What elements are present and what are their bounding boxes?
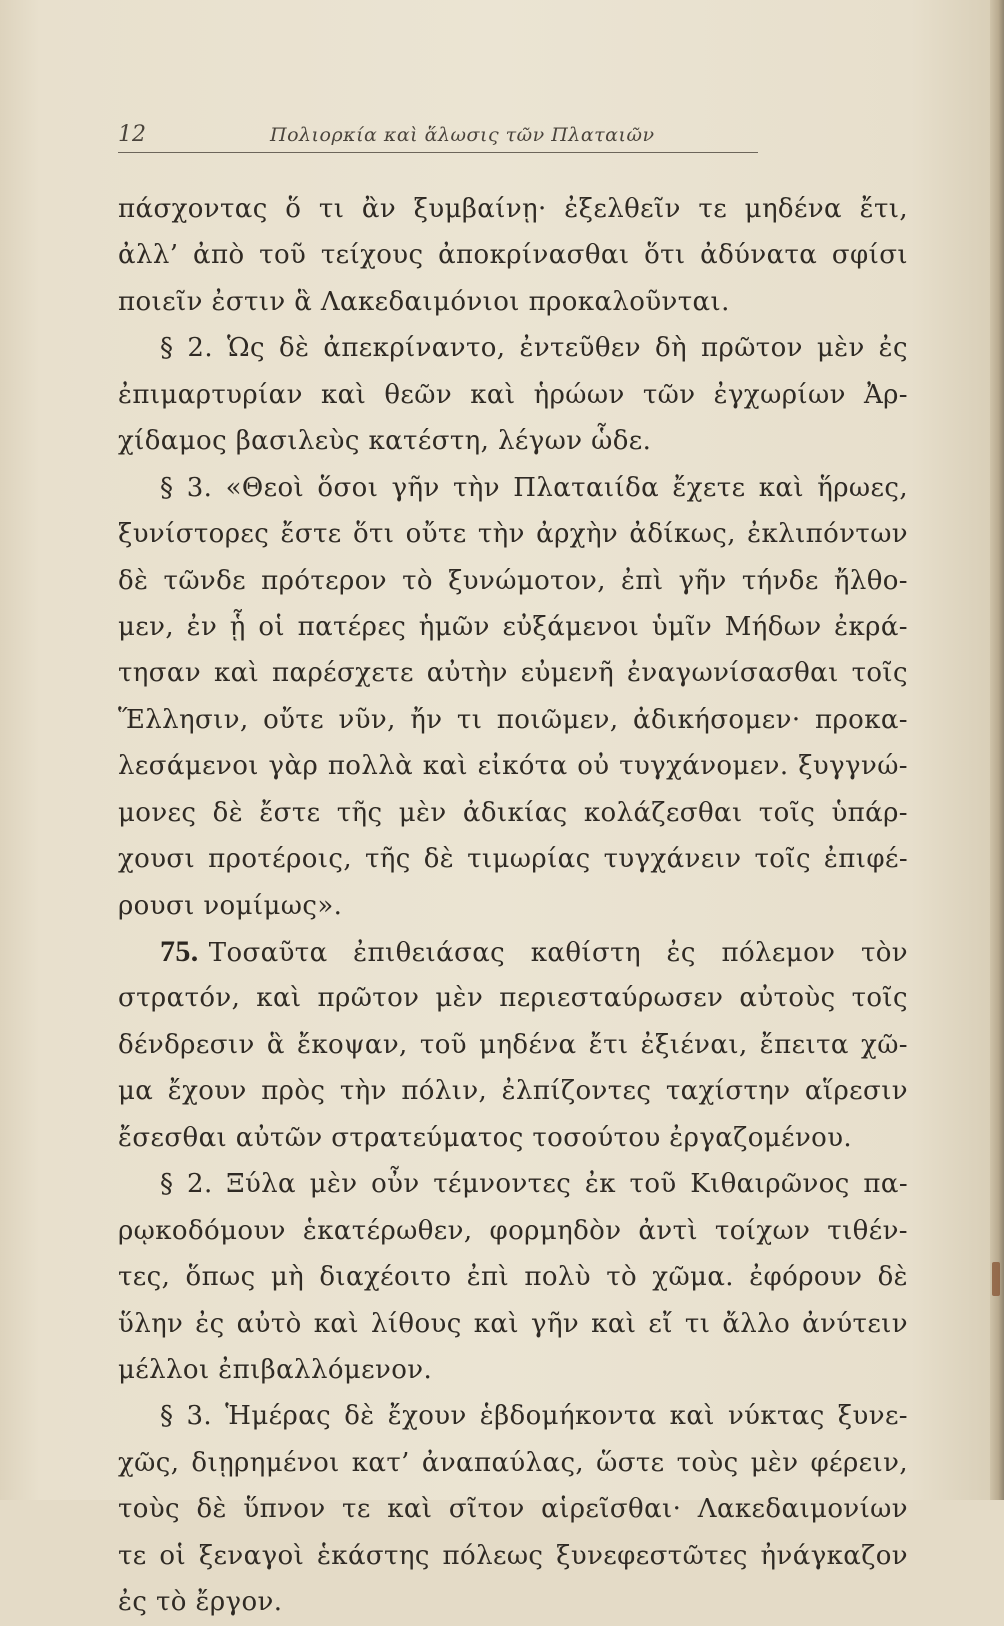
text-line: χῶς, διῃρημένοι κατ’ ἀναπαύλας, ὥστε τοὺς μὲν φέρειν, (118, 1447, 908, 1478)
page-number: 12 (118, 122, 146, 147)
text-line: τησαν καὶ παρέσχετε αὐτὴν εὐμενῆ ἐναγωνίσασθαι τοῖς (118, 658, 908, 689)
text-line: χίδαμος βασιλεὺς κατέστη, λέγων ὧδε. (118, 426, 652, 457)
body-text (118, 186, 908, 1626)
text-line: μεν, ἐν ᾗ οἱ πατέρες ἡμῶν εὐξάμενοι ὑμῖν Μήδων ἐκρά- (118, 611, 908, 642)
text-line: δένδρεσιν ἃ ἔκοψαν, τοῦ μηδένα ἔτι ἐξιέναι, ἔπειτα χῶ- (118, 1029, 908, 1060)
text-line: ποιεῖν ἐστιν ἃ Λακεδαιμόνιοι προκαλοῦνται. (118, 286, 730, 317)
header-rule (118, 152, 758, 153)
text-line: τε οἱ ξεναγοὶ ἑκάστης πόλεως ξυνεφεστῶτες ἠνάγκαζον (118, 1540, 908, 1571)
text-line: § 3. «Θεοὶ ὅσοι γῆν τὴν Πλαταιίδα ἔχετε καὶ ἥρωες, (160, 472, 908, 503)
text-line: ρῳκοδόμουν ἑκατέρωθεν, φορμηδὸν ἀντὶ τοίχων τιθέν- (118, 1215, 908, 1246)
text-line: ξυνίστορες ἔστε ὅτι οὔτε τὴν ἀρχὴν ἀδίκως, ἐκλιπόντων (118, 519, 908, 550)
text-line: ἀλλ’ ἀπὸ τοῦ τείχους ἀποκρίνασθαι ὅτι ἀδύνατα σφίσι (118, 240, 908, 271)
text-line: § 3. Ἡμέρας δὲ ἔχουν ἑβδομήκοντα καὶ νύκτας ξυνε- (160, 1401, 908, 1432)
text-line: ἐς τὸ ἔργον. (118, 1587, 283, 1618)
chapter-number: 75. (160, 935, 199, 968)
text-line: ὕλην ἐς αὐτὸ καὶ λίθους καὶ γῆν καὶ εἴ τι ἄλλο ἀνύτειν (118, 1308, 908, 1339)
text-line: χουσι προτέροις, τῆς δὲ τιμωρίας τυγχάνειν τοῖς ἐπιφέ- (118, 844, 908, 875)
text-line: μα ἔχουν πρὸς τὴν πόλιν, ἐλπίζοντες ταχίστην αἵρεσιν (118, 1076, 908, 1107)
text-line: ρουσι νομίμως». (118, 890, 343, 921)
text-line: ἐπιμαρτυρίαν καὶ θεῶν καὶ ἡρώων τῶν ἐγχωρίων Ἀρ- (118, 379, 908, 410)
text-line: Ἕλλησιν, οὔτε νῦν, ἤν τι ποιῶμεν, ἀδικήσομεν· προκα- (118, 704, 908, 735)
bookmark-tab (992, 1262, 1000, 1296)
text-line: πάσχοντας ὅ τι ἂν ξυμβαίνῃ· ἐξελθεῖν τε μηδένα ἔτι, (118, 194, 908, 224)
text-line: 75. Τοσαῦτα ἐπιθειάσας καθίστη ἐς πόλεμον τὸν (160, 935, 908, 968)
text-line: λεσάμενοι γὰρ πολλὰ καὶ εἰκότα οὐ τυγχάνομεν. ξυγγνώ- (118, 751, 908, 782)
text-line: μονες δὲ ἔστε τῆς μὲν ἀδικίας κολάζεσθαι τοῖς ὑπάρ- (118, 797, 908, 828)
text-line: § 2. Ὡς δὲ ἀπεκρίναντο, ἐντεῦθεν δὴ πρῶτον μὲν ἐς (160, 333, 908, 364)
text-line: στρατόν, καὶ πρῶτον μὲν περιεσταύρωσεν αὐτοὺς τοῖς (118, 983, 908, 1014)
text-line: ἔσεσθαι αὐτῶν στρατεύματος τοσούτου ἐργαζομένου. (118, 1122, 853, 1153)
text-line: § 2. Ξύλα μὲν οὖν τέμνοντες ἐκ τοῦ Κιθαιρῶνος πα- (160, 1169, 908, 1200)
text-line: τες, ὅπως μὴ διαχέοιτο ἐπὶ πολὺ τὸ χῶμα. ἐφόρουν δὲ (118, 1262, 908, 1293)
text-line: μέλλοι ἐπιβαλλόμενον. (118, 1354, 433, 1385)
text-line: δὲ τῶνδε πρότερον τὸ ξυνώμοτον, ἐπὶ γῆν τήνδε ἤλθο- (118, 565, 908, 596)
text-line: τοὺς δὲ ὕπνον τε καὶ σῖτον αἱρεῖσθαι· Λακεδαιμονίων (118, 1494, 908, 1525)
running-title: Πολιορκία καὶ ἅλωσις τῶν Πλαταιῶν (270, 124, 655, 146)
